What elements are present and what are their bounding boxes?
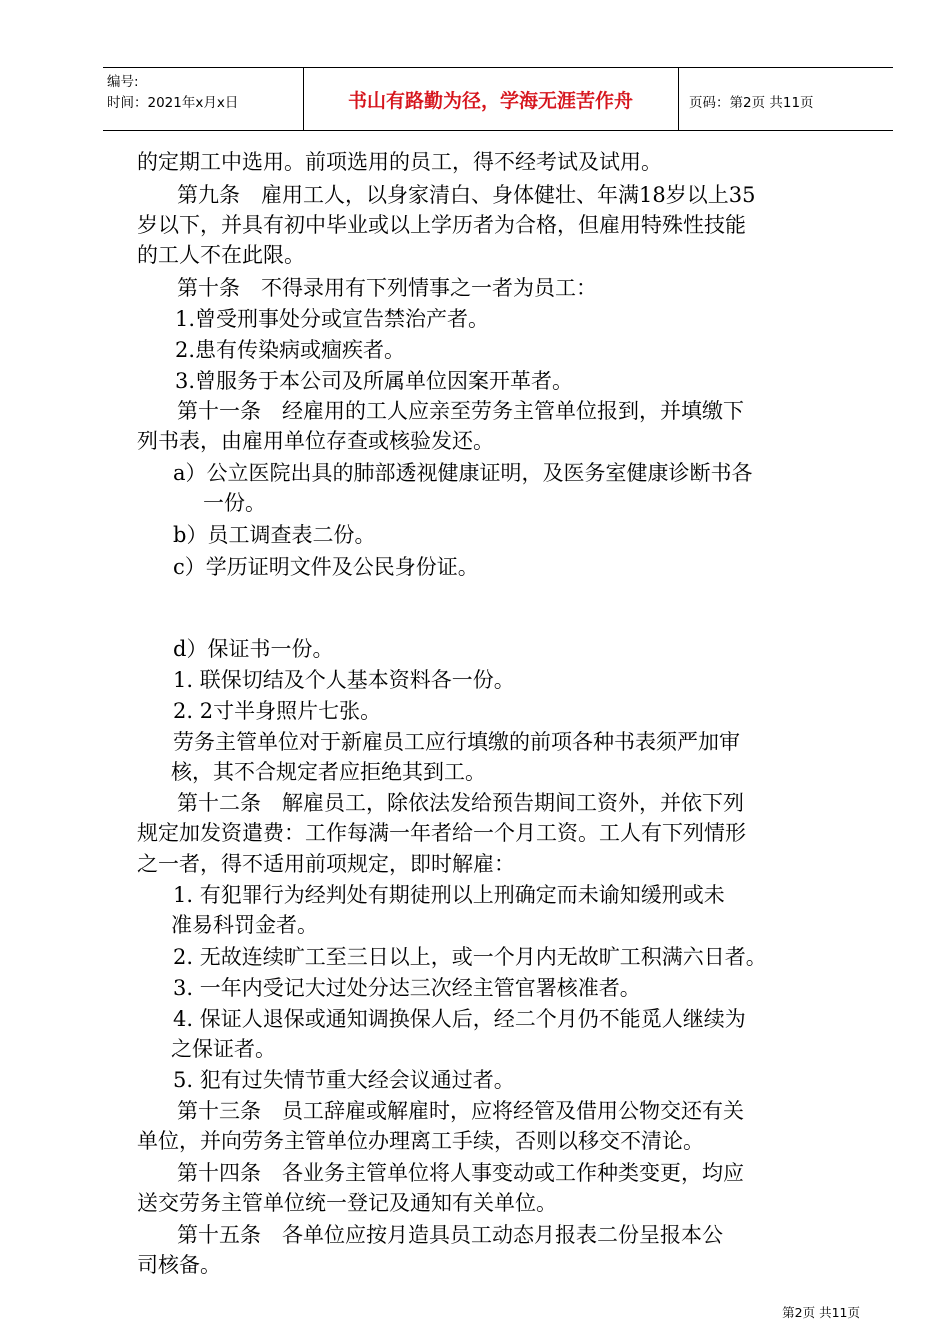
header-page-cell xyxy=(679,68,893,130)
body-line: 司核备。 xyxy=(137,1253,221,1277)
body-line: 之一者，得不适用前项规定，即时解雇： xyxy=(137,852,515,876)
body-line: b）员工调查表二份。 xyxy=(173,523,376,547)
header-page-label: 页码：第2页 共11页 xyxy=(689,95,814,111)
body-line: d）保证书一份。 xyxy=(173,637,334,661)
body-line: 第十四条 各业务主管单位将人事变动或工作种类变更，均应 xyxy=(177,1161,744,1185)
page-footer: 第2页 共11页 xyxy=(782,1305,860,1320)
body-line: 第十条 不得录用有下列情事之一者为员工： xyxy=(177,276,597,300)
body-line: 第九条 雇用工人，以身家清白、身体健壮、年满18岁以上35 xyxy=(177,183,756,207)
body-line: 送交劳务主管单位统一登记及通知有关单位。 xyxy=(137,1191,557,1215)
body-line: 1. 有犯罪行为经判处有期徒刑以上刑确定而未谕知缓刑或未 xyxy=(173,883,725,907)
header-info-cell xyxy=(103,68,304,130)
body-line: 准易科罚金者。 xyxy=(171,913,318,937)
body-line: 之保证者。 xyxy=(171,1037,276,1061)
body-line: 劳务主管单位对于新雇员工应行填缴的前项各种书表须严加审 xyxy=(173,730,740,754)
page-header xyxy=(103,67,893,131)
body-line: 列书表，由雇用单位存查或核验发还。 xyxy=(137,429,494,453)
body-line: 3.曾服务于本公司及所属单位因案开革者。 xyxy=(175,369,574,393)
body-line: 第十五条 各单位应按月造具员工动态月报表二份呈报本公 xyxy=(177,1223,723,1247)
body-line: 第十一条 经雇用的工人应亲至劳务主管单位报到，并填缴下 xyxy=(177,399,744,423)
body-line: 4. 保证人退保或通知调换保人后，经二个月仍不能觅人继续为 xyxy=(173,1007,746,1031)
body-line: 3. 一年内受记大过处分达三次经主管官署核准者。 xyxy=(173,976,641,1000)
body-line: 1. 联保切结及个人基本资料各一份。 xyxy=(173,668,515,692)
body-line: 2.患有传染病或痼疾者。 xyxy=(175,338,406,362)
body-line: 的工人不在此限。 xyxy=(137,243,305,267)
body-line: 一份。 xyxy=(203,491,266,515)
body-line: 5. 犯有过失情节重大经会议通过者。 xyxy=(173,1068,515,1092)
body-line: 2. 无故连续旷工至三日以上，或一个月内无故旷工积满六日者。 xyxy=(173,945,767,969)
body-line: 2. 2寸半身照片七张。 xyxy=(173,699,382,723)
body-line: 第十三条 员工辞雇或解雇时，应将经管及借用公物交还有关 xyxy=(177,1099,744,1123)
body-line: 的定期工中选用。前项选用的员工，得不经考试及试用。 xyxy=(137,150,662,174)
header-motto-cell xyxy=(303,68,679,130)
header-motto: 书山有路勤为径，学海无涯苦作舟 xyxy=(347,90,633,112)
serial-label: 编号: xyxy=(107,74,139,90)
body-line: 岁以下，并具有初中毕业或以上学历者为合格，但雇用特殊性技能 xyxy=(137,213,746,237)
body-line: 规定加发资遣费：工作每满一年者给一个月工资。工人有下列情形 xyxy=(137,821,746,845)
body-line: 单位，并向劳务主管单位办理离工手续，否则以移交不清论。 xyxy=(137,1129,704,1153)
time-label: 时间：2021年x月x日 xyxy=(107,95,239,111)
body-line: 1.曾受刑事处分或宣告禁治产者。 xyxy=(175,307,490,331)
body-line: c）学历证明文件及公民身份证。 xyxy=(173,555,479,579)
body-line: a）公立医院出具的肺部透视健康证明，及医务室健康诊断书各 xyxy=(173,461,753,485)
body-line: 第十二条 解雇员工，除依法发给预告期间工资外，并依下列 xyxy=(177,791,744,815)
body-line: 核，其不合规定者应拒绝其到工。 xyxy=(171,760,486,784)
